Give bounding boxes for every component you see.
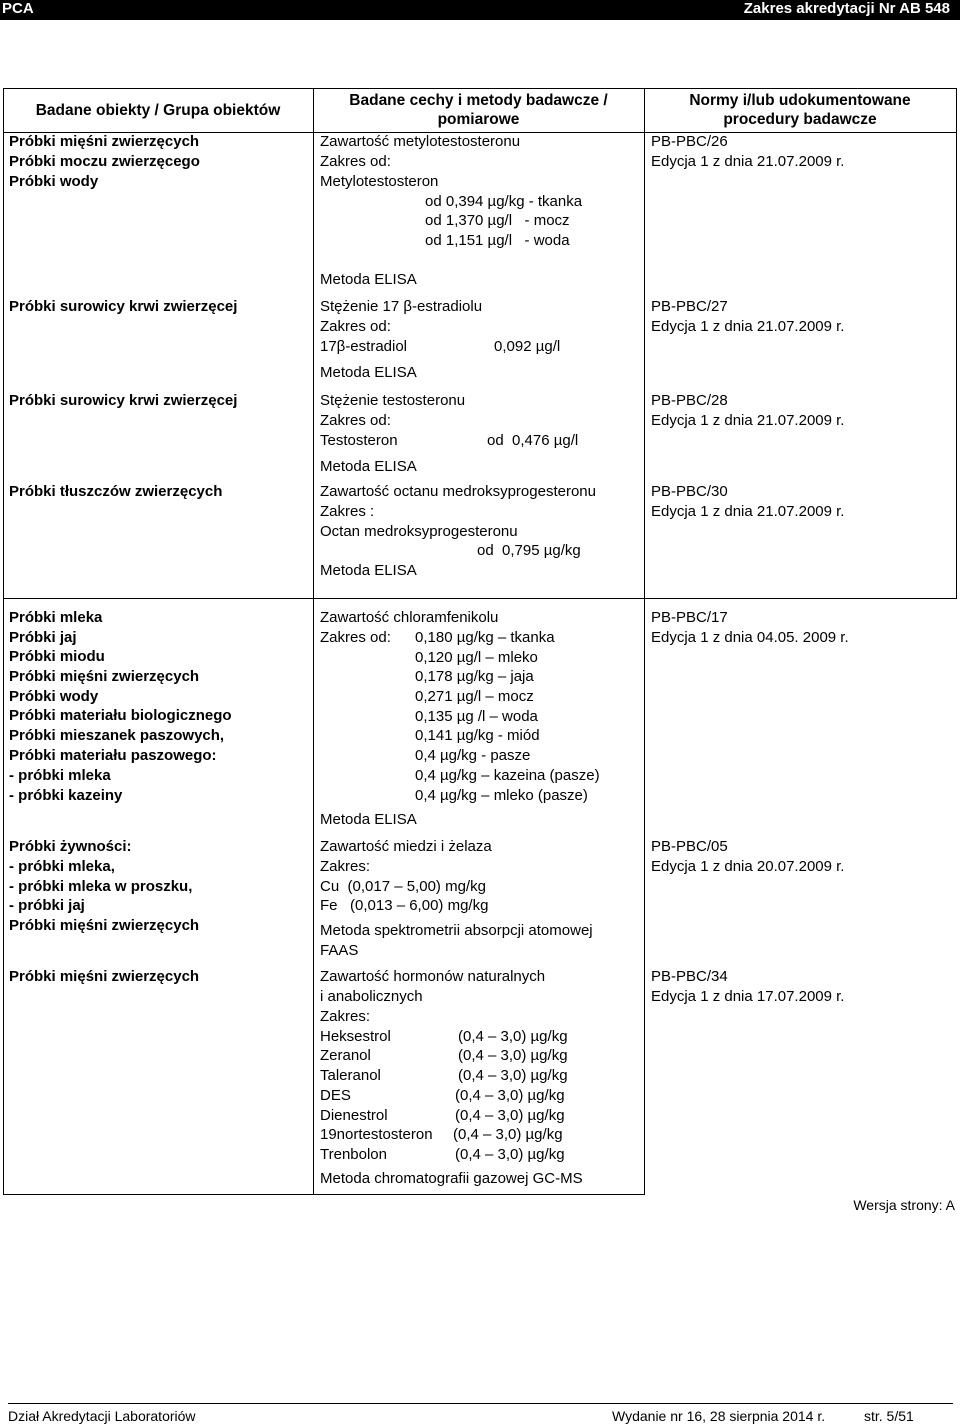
row5-value-3: 0,178 µg/kg – jaja xyxy=(415,668,534,685)
row3-analyte: Testosteron xyxy=(320,432,398,449)
row4-object: Próbki tłuszczów zwierzęcych xyxy=(9,483,223,500)
row4-value: od 0,795 µg/kg xyxy=(477,542,581,559)
row2-value: 0,092 µg/l xyxy=(494,338,561,355)
row1-analyte: Metylotestosteron xyxy=(320,173,439,190)
row4-norm: PB-PBC/30 xyxy=(651,483,728,500)
row7-item-name-6: 19nortestosteron xyxy=(320,1126,433,1143)
row5-norm: PB-PBC/17 xyxy=(651,609,728,626)
row6-value-cu: Cu (0,017 – 5,00) mg/kg xyxy=(320,878,486,895)
row6-object-4: - próbki jaj xyxy=(9,897,85,914)
row7-item-range-1: (0,4 – 3,0) µg/kg xyxy=(458,1028,568,1045)
row6-object-2: - próbki mleka, xyxy=(9,858,115,875)
footer-page: str. 5/51 xyxy=(864,1408,914,1424)
row1-value-1: od 0,394 µg/kg - tkanka xyxy=(425,193,583,210)
row5-value-6: 0,141 µg/kg - miód xyxy=(415,727,540,744)
row6-object-3: - próbki mleka w proszku, xyxy=(9,878,193,895)
row7-item-name-1: Heksestrol xyxy=(320,1028,391,1045)
row7-item-name-3: Taleranol xyxy=(320,1067,381,1084)
row7-method: Metoda chromatografii gazowej GC-MS xyxy=(320,1170,583,1187)
row4-analyte: Octan medroksyprogesteronu xyxy=(320,523,518,540)
row3-edition: Edycja 1 z dnia 21.07.2009 r. xyxy=(651,412,845,429)
row5-edition: Edycja 1 z dnia 04.05. 2009 r. xyxy=(651,629,849,646)
row5-object-3: Próbki miodu xyxy=(9,648,105,665)
row1-object-2: Próbki moczu zwierzęcego xyxy=(9,153,200,170)
row3-norm: PB-PBC/28 xyxy=(651,392,728,409)
row5-value-5: 0,135 µg /l – woda xyxy=(415,708,538,725)
row1-method: Metoda ELISA xyxy=(320,271,417,288)
row5-value-9: 0,4 µg/kg – mleko (pasze) xyxy=(415,787,588,804)
row7-item-name-4: DES xyxy=(320,1087,351,1104)
row7-item-name-5: Dienestrol xyxy=(320,1107,388,1124)
row3-object: Próbki surowicy krwi zwierzęcej xyxy=(9,392,238,409)
row6-object-1: Próbki żywności: xyxy=(9,838,132,855)
header-col2-line2: pomiarowe xyxy=(437,111,520,128)
row4-method: Metoda ELISA xyxy=(320,562,417,579)
header-col3-line2: procedury badawcze xyxy=(723,111,877,128)
row5-range-label: Zakres od: xyxy=(320,629,391,646)
row2-object: Próbki surowicy krwi zwierzęcej xyxy=(9,298,238,315)
row5-object-1: Próbki mleka xyxy=(9,609,103,626)
header-col3-line1: Normy i/lub udokumentowane xyxy=(689,92,911,109)
row4-feature: Zawartość octanu medroksyprogesteronu xyxy=(320,483,596,500)
row5-object-6: Próbki materiału biologicznego xyxy=(9,707,232,724)
row2-range-label: Zakres od: xyxy=(320,318,391,335)
row7-item-range-4: (0,4 – 3,0) µg/kg xyxy=(455,1087,565,1104)
row7-item-range-7: (0,4 – 3,0) µg/kg xyxy=(455,1146,565,1163)
row7-item-range-6: (0,4 – 3,0) µg/kg xyxy=(453,1126,563,1143)
row6-edition: Edycja 1 z dnia 20.07.2009 r. xyxy=(651,858,845,875)
row5-object-2: Próbki jaj xyxy=(9,629,77,646)
row5-value-1: 0,180 µg/kg – tkanka xyxy=(415,629,555,646)
row2-method: Metoda ELISA xyxy=(320,364,417,381)
row7-item-name-2: Zeranol xyxy=(320,1047,371,1064)
row7-feature-2: i anabolicznych xyxy=(320,988,423,1005)
row5-value-8: 0,4 µg/kg – kazeina (pasze) xyxy=(415,767,600,784)
row5-value-2: 0,120 µg/l – mleko xyxy=(415,649,538,666)
row4-edition: Edycja 1 z dnia 21.07.2009 r. xyxy=(651,503,845,520)
row1-value-2: od 1,370 µg/l - mocz xyxy=(425,212,570,229)
row5-object-8: Próbki materiału paszowego: xyxy=(9,747,217,764)
footer-left: Dział Akredytacji Laboratoriów xyxy=(8,1408,196,1424)
top-bar xyxy=(0,0,960,20)
row7-item-name-7: Trenbolon xyxy=(320,1146,387,1163)
row1-range-label: Zakres od: xyxy=(320,153,391,170)
row2-feature: Stężenie 17 β-estradiolu xyxy=(320,298,483,315)
row7-item-range-5: (0,4 – 3,0) µg/kg xyxy=(455,1107,565,1124)
row7-object: Próbki mięśni zwierzęcych xyxy=(9,968,200,985)
row5-method: Metoda ELISA xyxy=(320,811,417,828)
row7-item-range-2: (0,4 – 3,0) µg/kg xyxy=(458,1047,568,1064)
row1-feature: Zawartość metylotestosteronu xyxy=(320,133,521,150)
header-left: PCA xyxy=(2,0,34,17)
row5-value-4: 0,271 µg/l – mocz xyxy=(415,688,534,705)
row5-object-9: - próbki mleka xyxy=(9,767,111,784)
row6-method-2: FAAS xyxy=(320,942,359,959)
row3-feature: Stężenie testosteronu xyxy=(320,392,466,409)
row7-range-label: Zakres: xyxy=(320,1008,371,1025)
page-version: Wersja strony: A xyxy=(853,1197,955,1213)
row7-item-range-3: (0,4 – 3,0) µg/kg xyxy=(458,1067,568,1084)
row5-feature: Zawartość chloramfenikolu xyxy=(320,609,499,626)
row3-value: od 0,476 µg/l xyxy=(487,432,579,449)
row6-method-1: Metoda spektrometrii absorpcji atomowej xyxy=(320,922,593,939)
footer-divider xyxy=(8,1403,953,1404)
row5-object-10: - próbki kazeiny xyxy=(9,787,123,804)
row5-object-5: Próbki wody xyxy=(9,688,99,705)
row2-edition: Edycja 1 z dnia 21.07.2009 r. xyxy=(651,318,845,335)
header-col2-line1: Badane cechy i metody badawcze / xyxy=(349,92,608,109)
row1-object-1: Próbki mięśni zwierzęcych xyxy=(9,133,200,150)
row1-object-3: Próbki wody xyxy=(9,173,99,190)
row2-norm: PB-PBC/27 xyxy=(651,298,728,315)
row4-range-label: Zakres : xyxy=(320,503,375,520)
header-right: Zakres akredytacji Nr AB 548 xyxy=(743,0,950,17)
row6-range-label: Zakres: xyxy=(320,858,371,875)
header-col1: Badane obiekty / Grupa obiektów xyxy=(35,102,281,119)
row7-feature-1: Zawartość hormonów naturalnych xyxy=(320,968,546,985)
row6-feature: Zawartość miedzi i żelaza xyxy=(320,838,492,855)
row5-object-4: Próbki mięśni zwierzęcych xyxy=(9,668,200,685)
row7-norm: PB-PBC/34 xyxy=(651,968,728,985)
row3-range-label: Zakres od: xyxy=(320,412,391,429)
row5-value-7: 0,4 µg/kg - pasze xyxy=(415,747,531,764)
row6-object-5: Próbki mięśni zwierzęcych xyxy=(9,917,200,934)
row3-method: Metoda ELISA xyxy=(320,458,417,475)
row1-value-3: od 1,151 µg/l - woda xyxy=(425,232,570,249)
footer-edition: Wydanie nr 16, 28 sierpnia 2014 r. xyxy=(612,1408,826,1424)
row5-object-7: Próbki mieszanek paszowych, xyxy=(9,727,225,744)
row2-analyte: 17β-estradiol xyxy=(320,338,408,355)
row1-edition: Edycja 1 z dnia 21.07.2009 r. xyxy=(651,153,845,170)
row7-edition: Edycja 1 z dnia 17.07.2009 r. xyxy=(651,988,845,1005)
row6-value-fe: Fe (0,013 – 6,00) mg/kg xyxy=(320,897,489,914)
row1-norm: PB-PBC/26 xyxy=(651,133,728,150)
row6-norm: PB-PBC/05 xyxy=(651,838,728,855)
